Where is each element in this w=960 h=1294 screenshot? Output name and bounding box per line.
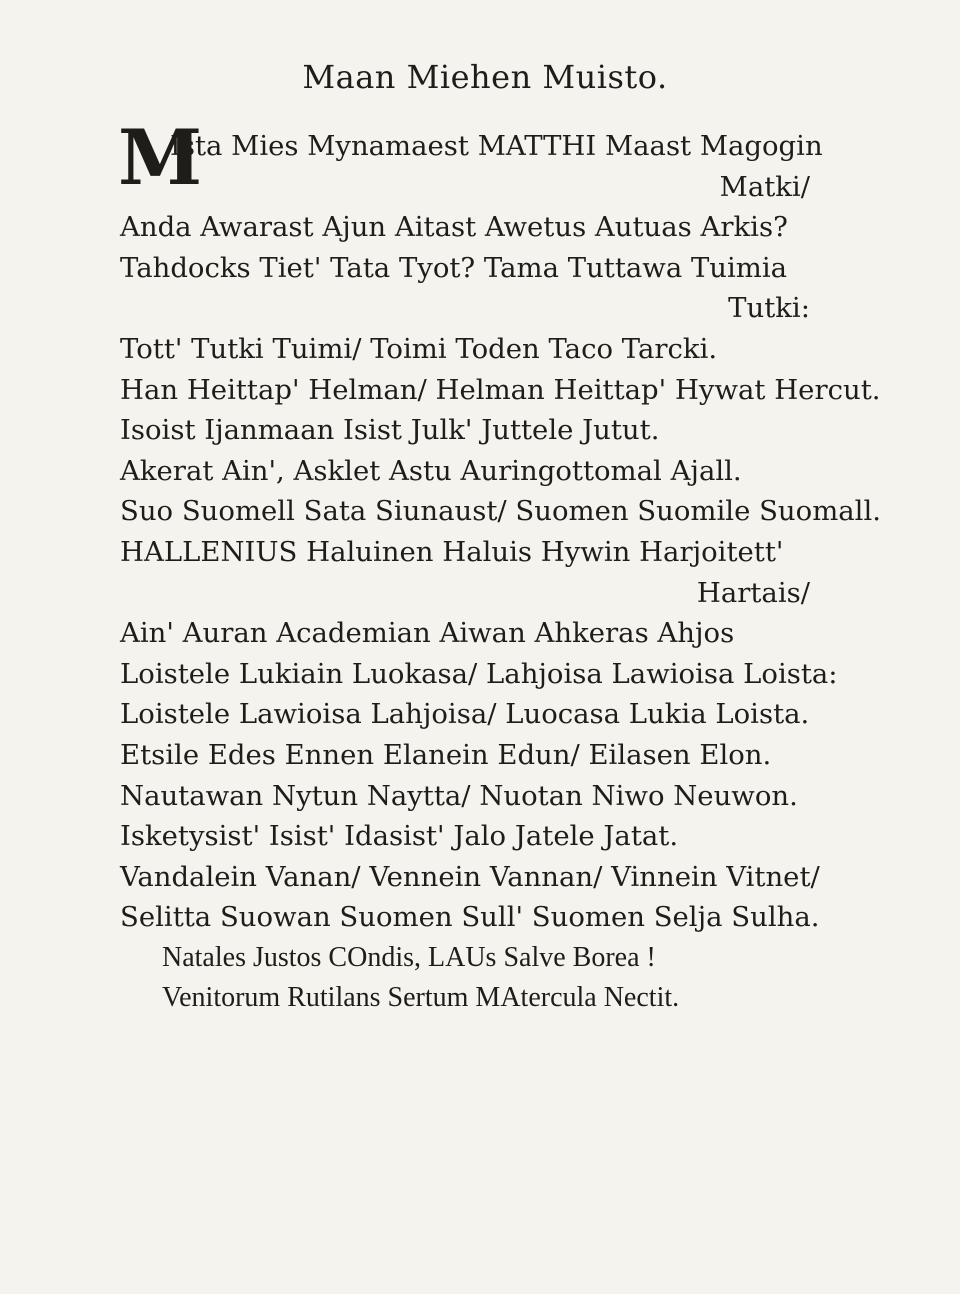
poem-line: Ain' Auran Academian Aiwan Ahkeras Ahjos [120,617,735,650]
poem-title: Maan Miehen Muisto. [302,58,668,96]
poem-line: Isketysist' Isist' Idasist' Jalo Jatele Jatat. [120,820,679,853]
poem-line: Selitta Suowan Suomen Sull' Suomen Selja Sulha. [120,901,820,934]
poem-line: Tutki: [728,292,810,325]
closing-line: Venitorum Rutilans Sertum MAtercula Nectit. [162,982,680,1014]
poem-line: Anda Awarast Ajun Aitast Awetus Autuas Arkis? [120,211,788,244]
poem-line: Isoist Ijanmaan Isist Julk' Juttele Jutut. [120,414,660,447]
poem-line: Etsile Edes Ennen Elanein Edun/ Eilasen Elon. [120,738,772,771]
poem-line: HALLENIUS Haluinen Haluis Hywin Harjoitett' [120,535,784,568]
poem-line: Matki/ [719,170,810,203]
closing-line: Natales Justos COndis, LAUs Salve Borea ! [162,941,656,973]
poem-line: Vandalein Vanan/ Vennein Vannan/ Vinnein Vitnet/ [120,860,820,893]
drop-cap: M [118,113,203,202]
poem-line: Tahdocks Tiet' Tata Tyot? Tama Tuttawa Tuimia [120,251,788,284]
poem-line: Tott' Tutki Tuimi/ Toimi Toden Taco Tarcki. [120,332,718,365]
poem-line: Loistele Lawioisa Lahjoisa/ Luocasa Lukia Loista. [120,698,810,731]
poem-line: Loistele Lukiain Luokasa/ Lahjoisa Lawioisa Loista: [120,657,838,690]
poem-line: Han Heittap' Helman/ Helman Heittap' Hywat Hercut. [120,373,881,406]
poem-line-text: Ista Mies Mynamaest MATTHI Maast Magogin [170,130,823,162]
poem-line: Akerat Ain', Asklet Astu Auringottomal Ajall. [120,454,742,487]
poem-line: Hartais/ [696,576,810,609]
poem-body [118,113,890,938]
poem-line: Suo Suomell Sata Siunaust/ Suomen Suomile Suomall. [120,495,882,528]
poem-line: Nautawan Nytun Naytta/ Nuotan Niwo Neuwon. [120,779,798,812]
closing-distich [120,938,890,1019]
